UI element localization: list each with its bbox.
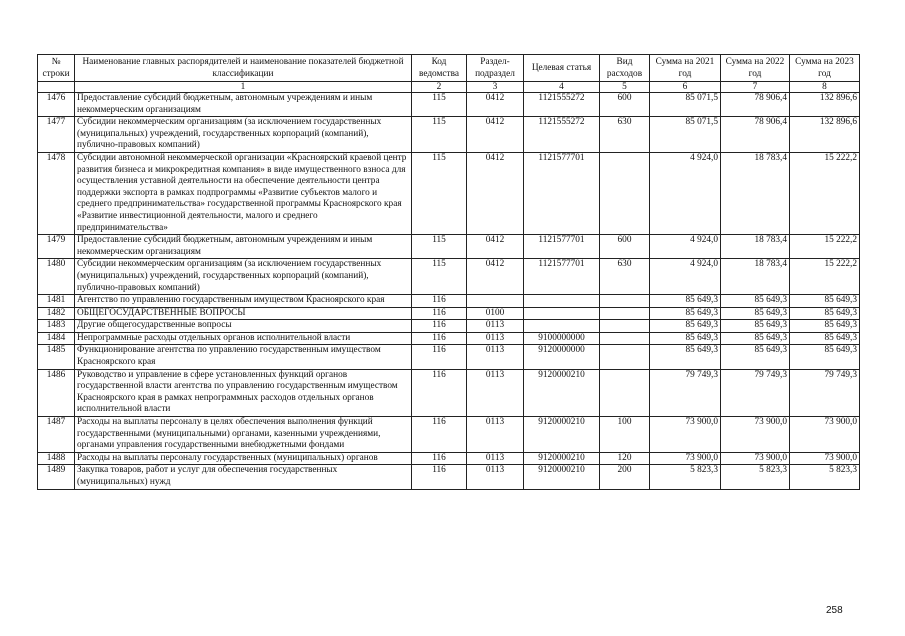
row-ved-code: 116 bbox=[412, 417, 467, 453]
row-celev-statya: 9100000000 bbox=[524, 332, 600, 345]
table-row bbox=[38, 295, 860, 308]
row-ved-code: 116 bbox=[412, 369, 467, 416]
row-number: 1476 bbox=[38, 93, 75, 117]
row-number: 1477 bbox=[38, 117, 75, 153]
row-sum-2023: 85 649,3 bbox=[790, 332, 860, 345]
row-sum-2022: 85 649,3 bbox=[721, 345, 790, 369]
row-name: Субсидии автономной некоммерческой организации «Красноярский краевой центр развития бизнеса и микрокредитная компания» в виде имущественного взноса для осуществления уставной деятельности на обеспечение деятельности центра поддержки экспорта в рамках подпрограммы «Развитие субъектов малого и среднего предпринимательства» государственной программы Красноярского края «Развитие инвестиционной деятельности, малого и среднего предпринимательства» bbox=[75, 152, 412, 234]
table-row bbox=[38, 417, 860, 453]
header-num: № строки bbox=[38, 55, 75, 82]
row-celev-statya: 9120000000 bbox=[524, 345, 600, 369]
table-row bbox=[38, 332, 860, 345]
row-name: Предоставление субсидий бюджетным, автономным учреждениям и иным некоммерческим организациям bbox=[75, 235, 412, 259]
row-ved-code: 116 bbox=[412, 320, 467, 333]
row-sum-2022: 79 749,3 bbox=[721, 369, 790, 416]
row-sum-2021: 73 900,0 bbox=[650, 417, 721, 453]
row-name: ОБЩЕГОСУДАРСТВЕННЫЕ ВОПРОСЫ bbox=[75, 307, 412, 320]
header-row bbox=[38, 55, 860, 82]
row-vid-rashodov: 600 bbox=[600, 93, 650, 117]
column-index: 4 bbox=[524, 82, 600, 93]
table-row bbox=[38, 152, 860, 234]
row-ved-code: 116 bbox=[412, 465, 467, 489]
row-sum-2023: 15 222,2 bbox=[790, 235, 860, 259]
row-sum-2022: 18 783,4 bbox=[721, 152, 790, 234]
row-number: 1479 bbox=[38, 235, 75, 259]
row-ved-code: 116 bbox=[412, 307, 467, 320]
row-razdel: 0113 bbox=[467, 332, 524, 345]
row-sum-2022: 78 906,4 bbox=[721, 93, 790, 117]
header-sum-2021: Сумма на 2021 год bbox=[650, 55, 721, 82]
row-sum-2021: 4 924,0 bbox=[650, 259, 721, 295]
row-razdel: 0100 bbox=[467, 307, 524, 320]
row-name: Закупка товаров, работ и услуг для обеспечения государственных (муниципальных) нужд bbox=[75, 465, 412, 489]
column-index: 8 bbox=[790, 82, 860, 93]
row-name: Расходы на выплаты персоналу в целях обеспечения выполнения функций государственными (муниципальными) органами, казенными учреждениями, органами управления государственными внебюджетными фондами bbox=[75, 417, 412, 453]
table-row bbox=[38, 452, 860, 465]
row-sum-2023: 132 896,6 bbox=[790, 93, 860, 117]
row-razdel: 0412 bbox=[467, 235, 524, 259]
row-ved-code: 116 bbox=[412, 332, 467, 345]
row-celev-statya bbox=[524, 295, 600, 308]
row-vid-rashodov bbox=[600, 320, 650, 333]
table-row bbox=[38, 345, 860, 369]
row-sum-2023: 85 649,3 bbox=[790, 307, 860, 320]
row-vid-rashodov: 100 bbox=[600, 417, 650, 453]
row-celev-statya: 1121577701 bbox=[524, 259, 600, 295]
row-razdel: 0412 bbox=[467, 259, 524, 295]
row-celev-statya bbox=[524, 320, 600, 333]
column-index: 2 bbox=[412, 82, 467, 93]
column-index: 6 bbox=[650, 82, 721, 93]
header-vid: Вид расходов bbox=[600, 55, 650, 82]
column-index: 3 bbox=[467, 82, 524, 93]
row-sum-2021: 85 071,5 bbox=[650, 93, 721, 117]
row-sum-2023: 79 749,3 bbox=[790, 369, 860, 416]
table-row bbox=[38, 320, 860, 333]
row-name: Субсидии некоммерческим организациям (за исключением государственных (муниципальных) учреждений, государственных корпораций (компаний), публично-правовых компаний) bbox=[75, 259, 412, 295]
row-sum-2022: 18 783,4 bbox=[721, 259, 790, 295]
column-index: 5 bbox=[600, 82, 650, 93]
row-ved-code: 115 bbox=[412, 259, 467, 295]
budget-table bbox=[37, 54, 860, 490]
row-celev-statya: 1121555272 bbox=[524, 93, 600, 117]
row-ved-code: 116 bbox=[412, 452, 467, 465]
row-celev-statya: 1121577701 bbox=[524, 235, 600, 259]
row-sum-2022: 73 900,0 bbox=[721, 452, 790, 465]
row-razdel: 0113 bbox=[467, 465, 524, 489]
row-ved-code: 116 bbox=[412, 345, 467, 369]
row-sum-2023: 85 649,3 bbox=[790, 295, 860, 308]
row-razdel: 0113 bbox=[467, 452, 524, 465]
row-vid-rashodov bbox=[600, 332, 650, 345]
row-vid-rashodov bbox=[600, 307, 650, 320]
table-row bbox=[38, 307, 860, 320]
row-sum-2021: 4 924,0 bbox=[650, 235, 721, 259]
row-vid-rashodov bbox=[600, 152, 650, 234]
row-vid-rashodov bbox=[600, 295, 650, 308]
row-name: Субсидии некоммерческим организациям (за исключением государственных (муниципальных) учреждений, государственных корпораций (компаний), публично-правовых компаний) bbox=[75, 117, 412, 153]
row-sum-2023: 15 222,2 bbox=[790, 259, 860, 295]
header-razdel: Раздел-подраздел bbox=[467, 55, 524, 82]
row-sum-2023: 132 896,6 bbox=[790, 117, 860, 153]
row-sum-2021: 85 649,3 bbox=[650, 320, 721, 333]
row-number: 1478 bbox=[38, 152, 75, 234]
row-sum-2022: 85 649,3 bbox=[721, 332, 790, 345]
row-vid-rashodov: 630 bbox=[600, 259, 650, 295]
row-sum-2022: 18 783,4 bbox=[721, 235, 790, 259]
row-sum-2023: 85 649,3 bbox=[790, 345, 860, 369]
row-razdel: 0113 bbox=[467, 369, 524, 416]
row-number: 1484 bbox=[38, 332, 75, 345]
row-name: Функционирование агентства по управлению государственным имуществом Красноярского края bbox=[75, 345, 412, 369]
table-body bbox=[38, 93, 860, 490]
column-index: 7 bbox=[721, 82, 790, 93]
table-row bbox=[38, 117, 860, 153]
row-celev-statya bbox=[524, 307, 600, 320]
row-sum-2023: 73 900,0 bbox=[790, 452, 860, 465]
row-name: Расходы на выплаты персоналу государственных (муниципальных) органов bbox=[75, 452, 412, 465]
row-sum-2022: 78 906,4 bbox=[721, 117, 790, 153]
row-sum-2021: 79 749,3 bbox=[650, 369, 721, 416]
row-vid-rashodov bbox=[600, 369, 650, 416]
page-number: 258 bbox=[826, 605, 843, 616]
row-name: Агентство по управлению государственным имуществом Красноярского края bbox=[75, 295, 412, 308]
header-ved: Код ведомства bbox=[412, 55, 467, 82]
row-sum-2023: 85 649,3 bbox=[790, 320, 860, 333]
row-razdel: 0113 bbox=[467, 345, 524, 369]
row-sum-2022: 85 649,3 bbox=[721, 307, 790, 320]
table-row bbox=[38, 93, 860, 117]
row-sum-2021: 4 924,0 bbox=[650, 152, 721, 234]
row-number: 1482 bbox=[38, 307, 75, 320]
row-sum-2021: 85 649,3 bbox=[650, 345, 721, 369]
column-index-row bbox=[38, 82, 860, 93]
row-number: 1483 bbox=[38, 320, 75, 333]
row-celev-statya: 1121577701 bbox=[524, 152, 600, 234]
row-celev-statya: 1121555272 bbox=[524, 117, 600, 153]
table-row bbox=[38, 259, 860, 295]
table-row bbox=[38, 369, 860, 416]
row-sum-2021: 5 823,3 bbox=[650, 465, 721, 489]
row-ved-code: 115 bbox=[412, 93, 467, 117]
row-name: Предоставление субсидий бюджетным, автономным учреждениям и иным некоммерческим организациям bbox=[75, 93, 412, 117]
row-celev-statya: 9120000210 bbox=[524, 417, 600, 453]
table-row bbox=[38, 465, 860, 489]
row-ved-code: 115 bbox=[412, 235, 467, 259]
row-number: 1480 bbox=[38, 259, 75, 295]
row-sum-2021: 85 649,3 bbox=[650, 307, 721, 320]
row-number: 1485 bbox=[38, 345, 75, 369]
row-sum-2023: 5 823,3 bbox=[790, 465, 860, 489]
row-number: 1488 bbox=[38, 452, 75, 465]
row-razdel: 0113 bbox=[467, 320, 524, 333]
row-vid-rashodov: 200 bbox=[600, 465, 650, 489]
row-sum-2023: 73 900,0 bbox=[790, 417, 860, 453]
budget-table-sheet bbox=[37, 54, 859, 490]
row-sum-2021: 85 649,3 bbox=[650, 295, 721, 308]
row-vid-rashodov: 120 bbox=[600, 452, 650, 465]
header-sum-2023: Сумма на 2023 год bbox=[790, 55, 860, 82]
row-vid-rashodov: 600 bbox=[600, 235, 650, 259]
row-sum-2022: 85 649,3 bbox=[721, 320, 790, 333]
header-sum-2022: Сумма на 2022 год bbox=[721, 55, 790, 82]
row-number: 1487 bbox=[38, 417, 75, 453]
row-sum-2022: 73 900,0 bbox=[721, 417, 790, 453]
row-razdel: 0412 bbox=[467, 117, 524, 153]
row-number: 1481 bbox=[38, 295, 75, 308]
row-razdel: 0113 bbox=[467, 417, 524, 453]
row-name: Руководство и управление в сфере установленных функций органов государственной власти агентства по управлению государственным имуществом Красноярского края в рамках непрограммных расходов отдельных органов исполнительной власти bbox=[75, 369, 412, 416]
row-vid-rashodov bbox=[600, 345, 650, 369]
row-ved-code: 116 bbox=[412, 295, 467, 308]
header-name: Наименование главных распорядителей и наименование показателей бюджетной классификации bbox=[75, 55, 412, 82]
row-sum-2023: 15 222,2 bbox=[790, 152, 860, 234]
column-index: 1 bbox=[75, 82, 412, 93]
row-number: 1489 bbox=[38, 465, 75, 489]
row-ved-code: 115 bbox=[412, 117, 467, 153]
row-celev-statya: 9120000210 bbox=[524, 452, 600, 465]
row-name: Непрограммные расходы отдельных органов исполнительной власти bbox=[75, 332, 412, 345]
column-index bbox=[38, 82, 75, 93]
row-razdel: 0412 bbox=[467, 152, 524, 234]
row-razdel: 0412 bbox=[467, 93, 524, 117]
row-name: Другие общегосударственные вопросы bbox=[75, 320, 412, 333]
table-row bbox=[38, 235, 860, 259]
row-vid-rashodov: 630 bbox=[600, 117, 650, 153]
row-ved-code: 115 bbox=[412, 152, 467, 234]
row-sum-2021: 73 900,0 bbox=[650, 452, 721, 465]
header-celev: Целевая статья bbox=[524, 55, 600, 82]
row-celev-statya: 9120000210 bbox=[524, 465, 600, 489]
row-razdel bbox=[467, 295, 524, 308]
row-number: 1486 bbox=[38, 369, 75, 416]
row-sum-2021: 85 071,5 bbox=[650, 117, 721, 153]
row-sum-2022: 5 823,3 bbox=[721, 465, 790, 489]
row-sum-2022: 85 649,3 bbox=[721, 295, 790, 308]
row-sum-2021: 85 649,3 bbox=[650, 332, 721, 345]
row-celev-statya: 9120000210 bbox=[524, 369, 600, 416]
